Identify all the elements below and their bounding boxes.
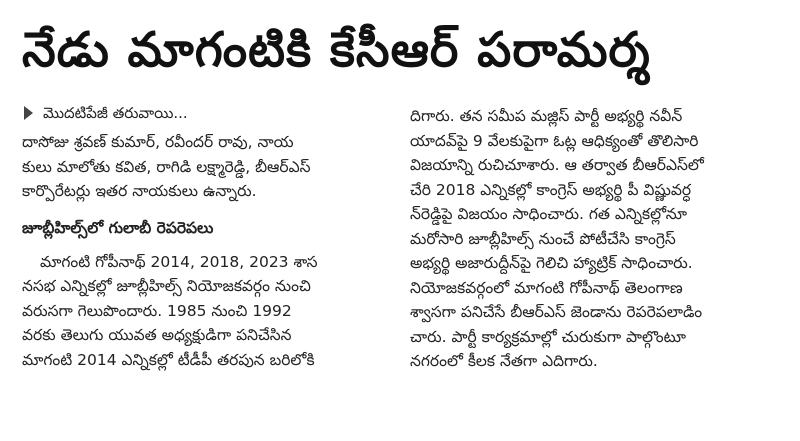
body-line: మాగంటి 2014 ఎన్నికల్లో టీడీపీ తరపున బరిలోకి [22,350,315,369]
arrow-right-icon [24,106,33,120]
body-line: వరుసగా గెలుపొందారు. 1985 నుంచి 1992 [22,301,292,320]
section-subheading: జూబ్లీహిల్స్‌లో గులాబీ రెపరెపలు [22,218,214,237]
body-line: వరకు తెలుగు యువత అధ్యక్షుడిగా పనిచేసిన [22,326,292,344]
body-line: అభ్యర్థి అజారుద్దీన్‌పై గెలిచి హ్యాట్రిక్ సాధించారు. [410,254,693,272]
body-line: చారు. పార్టీ కార్యక్రమాల్లో చురుకుగా పాల్గొంటూ [410,327,686,346]
body-line: మరోసారి జూబ్లీహిల్స్ నుంచే పోటీచేసి కాంగ్రెస్ [410,229,676,248]
body-line: నగరంలో కీలక నేతగా ఎదిగారు. [410,352,598,370]
body-line: కార్పొరేటర్లు ఇతర నాయకులు ఉన్నారు. [22,182,257,200]
continuation-text: మొదటిపేజీ తరువాయి... [43,103,188,122]
body-line: నసభ ఎన్నికల్లో జూబ్లీహిల్స్ నియోజకవర్గం నుంచి [22,277,311,295]
article-column-right [410,104,780,374]
continuation-marker [22,100,392,126]
body-line: కులు మాలోతు కవిత, రాగిడి లక్ష్మారెడ్డి, బీఆర్ఎస్ [22,157,311,176]
body-line: మాగంటి గోపీనాథ్ 2014, 2018, 2023 శాస [40,252,318,271]
body-line: శ్వాసగా పనిచేసే బీఆర్ఎస్ జెండాను రెపరెపలాడిం [410,303,703,321]
article-headline: నేడు మాగంటికి కేసీఆర్ పరామర్శ [22,22,651,78]
article-column-left [22,100,392,372]
body-line: చేరి 2018 ఎన్నికల్లో కాంగ్రెస్ అభ్యర్థి పీ విష్ణువర్ధ [410,180,692,199]
body-line: దాసోజు శ్రవణ్ కుమార్, రవీందర్ రావు, నాయ [22,133,294,151]
body-line: దిగారు. తన సమీప మజ్లిస్ పార్టీ అభ్యర్థి నవీన్ [410,107,683,125]
body-line: నియోజకవర్గంలో మాగంటి గోపీనాథ్ తెలంగాణ [410,278,683,297]
body-line: విజయాన్ని రుచిచూశారు. ఆ తర్వాత బీఆర్ఎస్‌లో [410,156,704,174]
body-line: న్‌రెడ్డిపై విజయం సాధించారు. గత ఎన్నికల్లోనూ [410,205,687,223]
body-line: యాదవ్‌పై 9 వేలకుపైగా ఓట్ల ఆధిక్యంతో తొలిసారి [410,131,699,150]
